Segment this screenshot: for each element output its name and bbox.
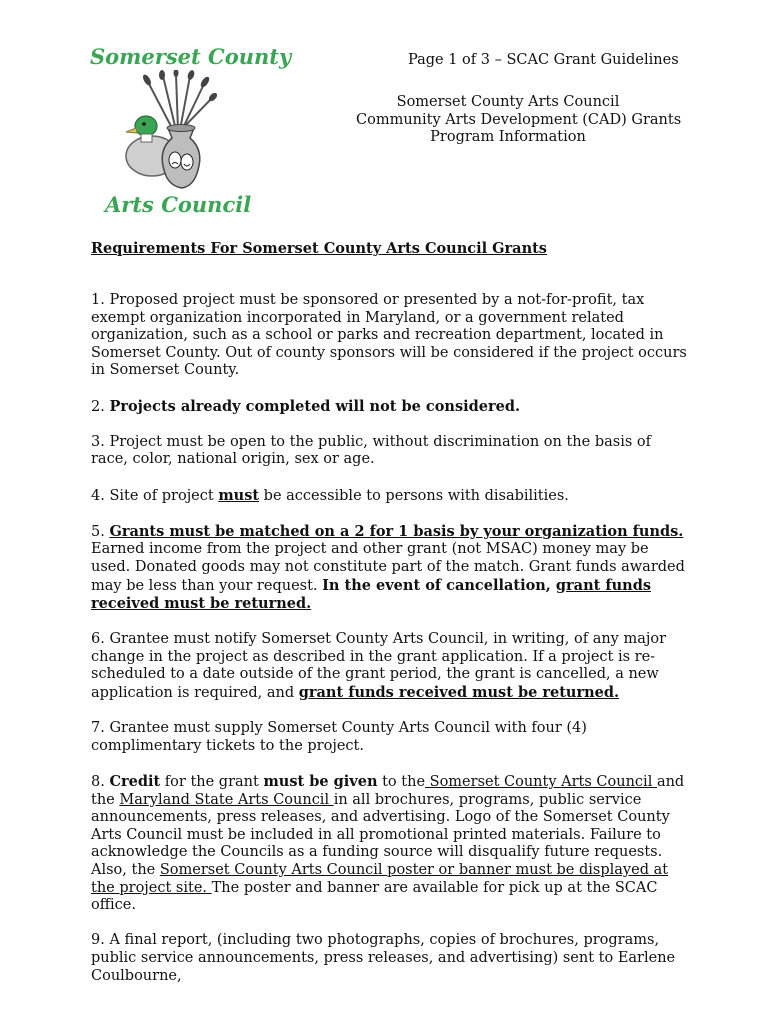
requirement-5: 5. Grants must be matched on a 2 for 1 basis by your organization funds. Earned income from the project and other grant (not MSAC) money may be used. Donated goods may not constitute part of the match. Grant funds awarded may be less than your request. In the event of cancellation, grant funds received must be returned.	[91, 522, 685, 613]
requirement-7: 7. Grantee must supply Somerset County Arts Council with four (4) complimentary tickets to the project.	[91, 720, 587, 754]
requirement-4: 4. Site of project must be accessible to persons with disabilities.	[91, 486, 569, 504]
header-line-2: Community Arts Development (CAD) Grants	[356, 111, 682, 128]
requirement-6: 6. Grantee must notify Somerset County Arts Council, in writing, of any major change in the project as described in the grant application. If a project is re-scheduled to a date outside of the grant period, the grant is cancelled, a new application is required, and grant funds received must be returned.	[91, 631, 667, 702]
section-heading: Requirements For Somerset County Arts Council Grants	[91, 240, 547, 257]
requirement-3: 3. Project must be open to the public, without discrimination on the basis of race, color, national origin, sex or age.	[91, 433, 651, 468]
document-header	[356, 94, 682, 147]
requirement-1: 1. Proposed project must be sponsored or presented by a not-for-profit, tax exempt organization incorporated in Maryland, or a government related organization, such as a school or parks and recreation department, located in Somerset County. Out of county sponsors will be considered if the project occurs in Somerset County.	[91, 292, 687, 379]
header-line-3: Program Information	[430, 129, 586, 145]
requirement-2: 2. Projects already completed will not be considered.	[91, 397, 521, 415]
header-line-1: Somerset County Arts Council	[396, 94, 620, 110]
logo-title-bottom: Arts Council	[105, 192, 252, 217]
duck-and-vase-icon	[118, 70, 228, 190]
logo-title-top: Somerset County	[90, 44, 292, 69]
requirement-8: 8. Credit for the grant must be given to the Somerset County Arts Council and the Maryland State Arts Council in all brochures, programs, public service announcements, press releases, and advertising. Logo of the Somerset County Arts Council must be included in all promotional printed materials. Failure to acknowledge the Councils as a funding source will disqualify future requests. Also, the Somerset County Arts Council poster or banner must be displayed at the project site. The poster and banner are available for pick up at the SCAC office.	[91, 773, 685, 914]
page-label: Page 1 of 3 – SCAC Grant Guidelines	[408, 52, 679, 68]
requirements-list	[91, 292, 691, 1003]
requirement-9: 9. A final report, (including two photographs, copies of brochures, programs, public service announcements, press releases, and advertising) sent to Earlene Coulbourne,	[91, 932, 676, 984]
